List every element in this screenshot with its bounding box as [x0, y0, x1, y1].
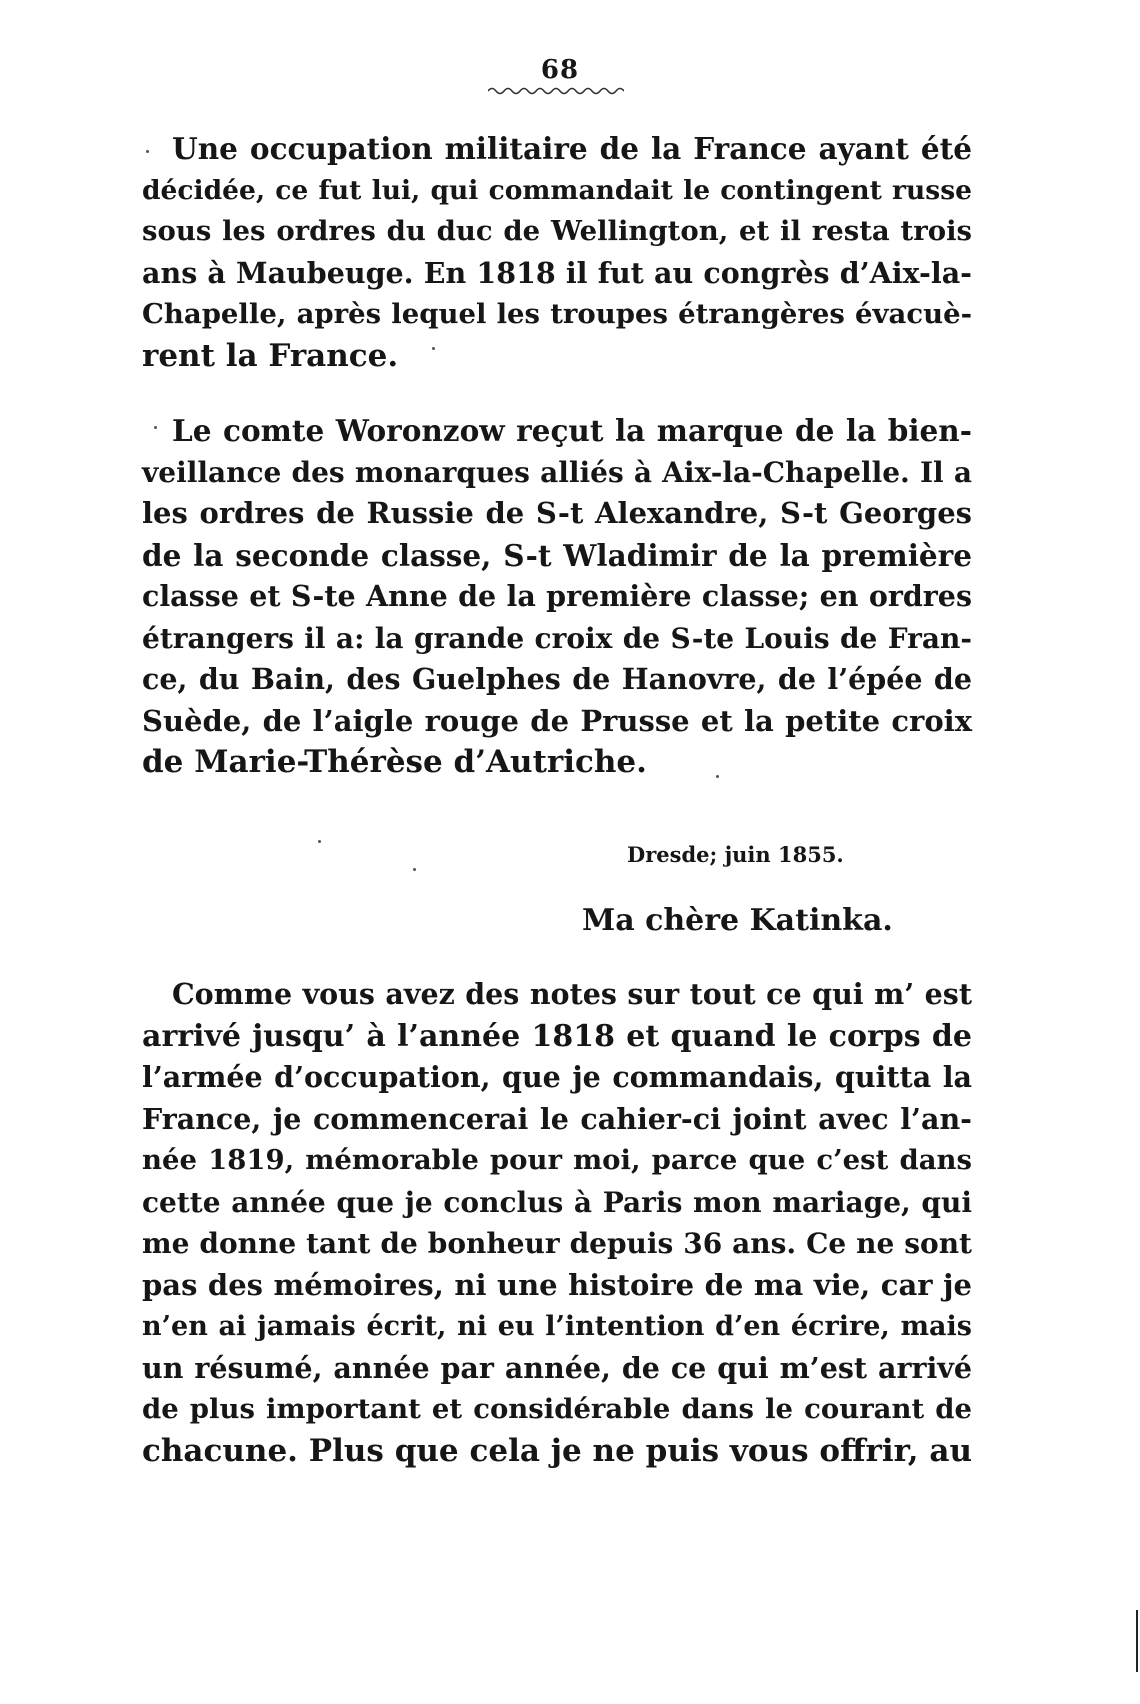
text-line: rent la France. [142, 337, 399, 374]
text-line: sous les ordres du duc de Wellington, et il resta trois [142, 215, 972, 247]
text-line: née 1819, mémorable pour moi, parce que c’est dans [142, 1144, 972, 1176]
text-line: chacune. Plus que cela je ne puis vous offrir, au [142, 1432, 972, 1469]
text-line: me donne tant de bonheur depuis 36 ans. Ce ne sont [142, 1227, 972, 1260]
text-line: un résumé, année par année, de ce qui m’est arrivé [142, 1350, 972, 1385]
text-line: ce, du Bain, des Guelphes de Hanovre, de l’épée de [142, 662, 972, 696]
text-line: cette année que je conclus à Paris mon mariage, qui [142, 1185, 972, 1219]
text-line: classe et S-te Anne de la première classe; en ordres [142, 579, 972, 613]
text-line: l’armée d’occupation, que je commandais, quitta la [142, 1060, 972, 1094]
text-line: arrivé jusqu’ à l’année 1818 et quand le corps de [142, 1018, 972, 1054]
text-line: Comme vous avez des notes sur tout ce qui m’ est [172, 977, 972, 1011]
text-line: étrangers il a: la grande croix de S-te Louis de Fran- [142, 621, 972, 655]
text-line: France, je commencerai le cahier-ci joint avec l’an- [142, 1101, 972, 1136]
paragraph-occupation [142, 128, 972, 377]
page-number: 68 [540, 55, 580, 85]
text-line: ans à Maubeuge. En 1818 il fut au congrès d’Aix-la- [142, 255, 972, 290]
print-speck [716, 775, 719, 778]
letter-dateline: Dresde; juin 1855. [627, 842, 844, 867]
text-line: de Marie-Thérèse d’Autriche. [142, 744, 647, 780]
text-line: les ordres de Russie de S-t Alexandre, S-t Georges [142, 496, 972, 530]
text-line: n’en ai jamais écrit, ni eu l’intention d’en écrire, mais [142, 1311, 972, 1342]
text-line: décidée, ce fut lui, qui commandait le contingent russe [142, 174, 972, 206]
text-line: de plus important et considérable dans le courant de [142, 1393, 972, 1425]
text-line: Une occupation militaire de la France ayant été [172, 131, 972, 166]
text-line: Suède, de l’aigle rouge de Prusse et la petite croix [142, 703, 972, 738]
print-speck [154, 426, 157, 429]
page-edge-mark [1136, 1610, 1138, 1672]
text-line: pas des mémoires, ni une histoire de ma vie, car je [142, 1267, 972, 1302]
print-speck [146, 150, 149, 153]
text-line: Chapelle, après lequel les troupes étrangères évacuè- [142, 298, 972, 330]
text-line: veillance des monarques alliés à Aix-la-Chapelle. Il a [142, 455, 972, 489]
paragraph-letter-body [142, 974, 972, 1472]
paragraph-decorations [142, 410, 972, 784]
text-line: Le comte Woronzow reçut la marque de la bien- [172, 413, 972, 448]
text-line: de la seconde classe, S-t Wladimir de la première [142, 537, 972, 573]
letter-salutation: Ma chère Katinka. [582, 903, 893, 938]
ornament-rule [488, 84, 624, 98]
print-speck [432, 347, 435, 350]
print-speck [413, 868, 416, 871]
print-speck [318, 840, 321, 843]
